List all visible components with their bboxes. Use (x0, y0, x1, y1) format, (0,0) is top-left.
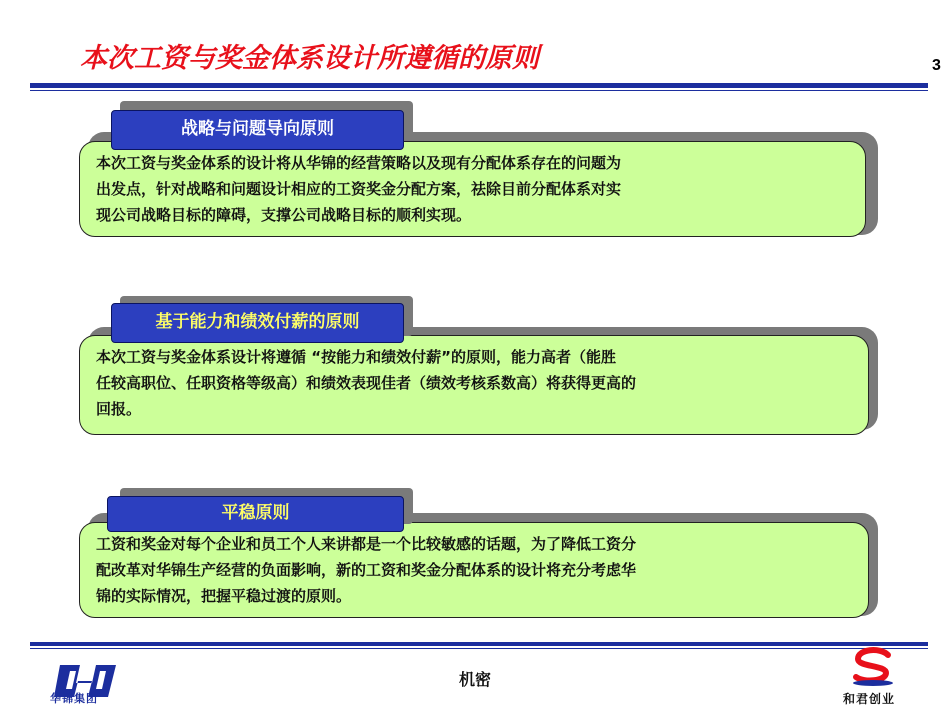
left-logo-text: 华锦集团 (50, 692, 98, 705)
hejun-logo-icon (850, 647, 896, 687)
section-3-box (79, 522, 869, 618)
section-2-line-2: 任较高职位、任职资格等级高）和绩效表现佳者（绩效考核系数高）将获得更高的 (96, 374, 637, 392)
section-3-line-3: 锦的实际情况，把握平稳过渡的原则。 (96, 587, 352, 605)
right-logo-text: 和君创业 (843, 692, 896, 706)
footer-rule (30, 642, 928, 646)
section-1-line-1: 本次工资与奖金体系的设计将从华锦的经营策略以及现有分配体系存在的问题为 (96, 154, 622, 172)
header-rule (30, 83, 928, 88)
footer-rule-thin (30, 648, 928, 649)
section-3-tab: 平稳原则 (107, 496, 404, 532)
section-2-line-1: 本次工资与奖金体系设计将遵循 “按能力和绩效付薪”的原则，能力高者（能胜 (96, 348, 616, 366)
section-3-line-1: 工资和奖金对每个企业和员工个人来讲都是一个比较敏感的话题，为了降低工资分 (96, 535, 637, 553)
section-1-box (79, 141, 866, 237)
confidential-label: 机密 (458, 670, 491, 689)
section-1-line-3: 现公司战略目标的障碍，支撑公司战略目标的顺利实现。 (96, 206, 472, 224)
section-2-line-3: 回报。 (96, 400, 142, 418)
section-2-tab: 基于能力和绩效付薪的原则 (111, 303, 404, 343)
page-number: 3 (932, 57, 941, 74)
section-1-tab: 战略与问题导向原则 (111, 110, 404, 150)
section-2-box (79, 335, 869, 435)
header-rule-thin (30, 90, 928, 91)
section-3-line-2: 配改革对华锦生产经营的负面影响，新的工资和奖金分配体系的设计将充分考虑华 (96, 561, 637, 579)
section-1-line-2: 出发点，针对战略和问题设计相应的工资奖金分配方案，祛除目前分配体系对实 (96, 180, 622, 198)
page-title: 本次工资与奖金体系设计所遵循的原则 (80, 43, 539, 74)
